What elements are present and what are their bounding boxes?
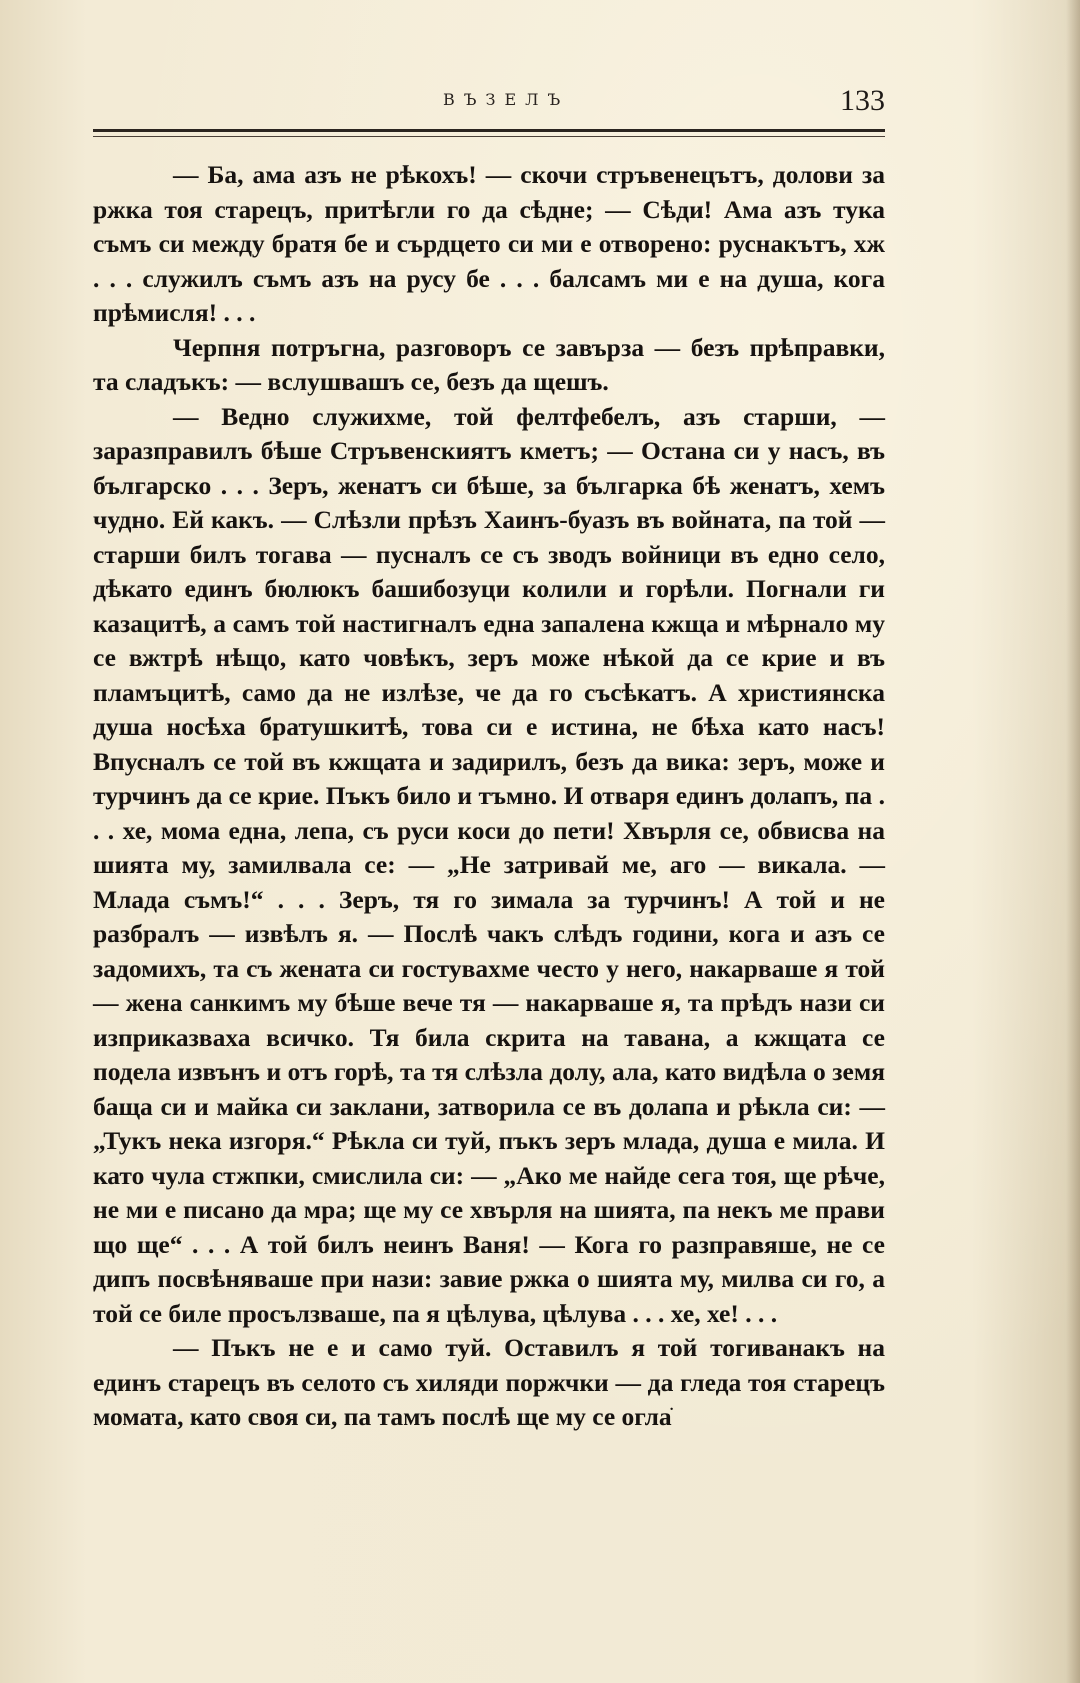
- header-rule-thin: [93, 136, 885, 137]
- running-title: ВЪЗЕЛЪ: [443, 90, 570, 109]
- running-header: [93, 80, 885, 130]
- paragraph-4: — Пъкъ не е и само туй. Оставилъ я той тогиванакъ на единъ старецъ въ селото съ хиляди поржчки — да гледа тоя старецъ момата, като своя си, па тамъ послѣ ще му се оглаֹ: [93, 1333, 885, 1431]
- paragraph-1: — Ба, ама азъ не рѣкохъ! — скочи стръвенецътъ, долови за ржка тоя старецъ, притѣгли го да сѣдне; — Сѣди! Ама азъ тука съмъ си между братя бе и сърдцето си ми е отворено: руснакътъ, хж . . . служилъ съмъ азъ на русу бе . . . балсамъ ми е на душа, кога прѣмисля! . . .: [93, 160, 885, 327]
- body-text: [93, 158, 885, 1435]
- paragraph-3: — Ведно служихме, той фелтфебелъ, азъ старши, — заразправилъ бѣше Стръвенскиятъ кметъ; — Остана си у насъ, въ българско . . . Зеръ, женатъ си бѣше, за българка бѣ женатъ, хемъ чудно. Ей какъ. — Слѣзли прѣзъ Хаинъ-буазъ въ войната, па той — старши билъ тогава — пусналъ се съ зводъ войници въ едно село, дѣкато единъ бюлюкъ башибозуци колили и горѣли. Погнали ги казацитѣ, а самъ той настигналъ една запалена кжща и мѣрнало му се вжтрѣ нѣщо, като човѣкъ, зеръ може нѣкой да се крие и въ пламъцитѣ, само да не излѣзе, че да го съсѣкатъ. А християнска душа носѣха братушкитѣ, това си е истина, не бѣха като насъ! Впусналъ се той въ кжщата и задирилъ, безъ да вика: зеръ, може и турчинъ да се крие. Пъкъ било и тъмно. И отваря единъ долапъ, па . . . хе, мома една, лепа, съ руси коси до пети! Хвърля се, обвисва на шията му, замилвала се: — „Не затривай ме, аго — викала. — Млада съмъ!“ . . . Зеръ, тя го зимала за турчинъ! А той и не разбралъ — извѣлъ я. — Послѣ чакъ слѣдъ години, кога и азъ се задомихъ, та съ жената си гостувахме често у него, накарваше я той — жена санкимъ му бѣше вече тя — накарваше я, та прѣдъ нази си изприказваха всичко. Тя била скрита на тавана, а кжщата се подела извънъ и отъ горѣ, та тя слѣзла долу, ала, като видѣла о земя баща си и майка си заклани, затворила се въ долапа и рѣкла си: — „Тукъ нека изгоря.“ Рѣкла си туй, пъкъ зеръ млада, душа е мила. И като чула стжпки, смислила си: — „Ако ме найде сега тоя, ще рѣче, не ми е писано да мра; ще му се хвърля на шията, па некъ ме прави що ще“ . . . А той билъ неинъ Ваня! — Кога го разправяше, не се дипъ посвѣняваше при нази: завие ржка о шията му, милва си го, а той се биле просълзваше, па я цѣлува, цѣлува . . . хе, хе! . . .: [93, 401, 885, 1328]
- paragraph-2: Черпня потръгна, разговоръ се завърза — безъ прѣправки, та сладъкъ: — вслушвашъ се, безъ да щешъ.: [93, 332, 885, 396]
- header-rule-thick: [93, 129, 885, 132]
- page-number: 133: [840, 84, 885, 117]
